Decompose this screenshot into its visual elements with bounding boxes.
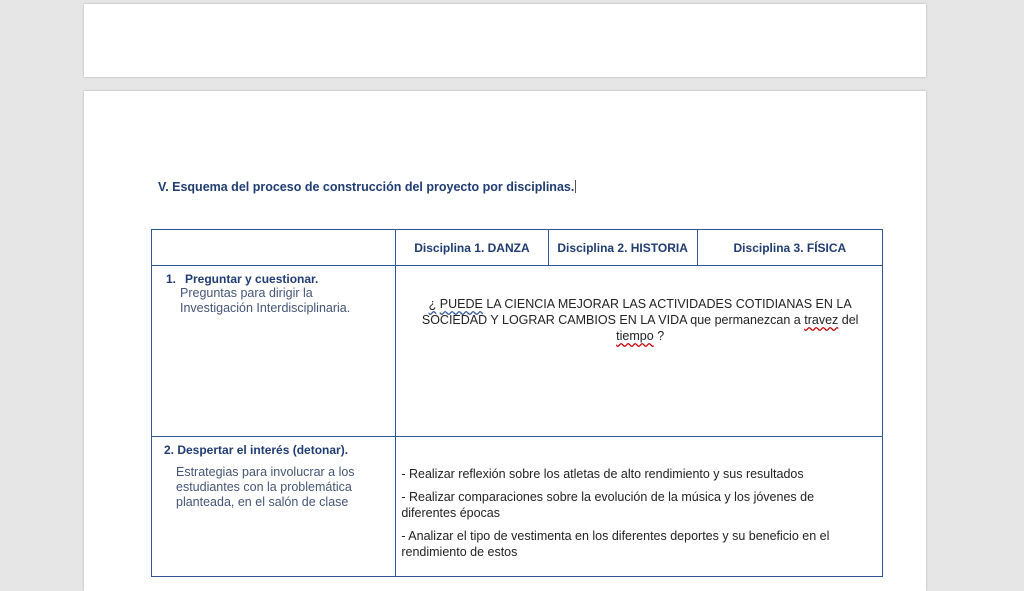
header-discipline-danza: Disciplina 1. DANZA xyxy=(396,230,548,266)
discipline-table xyxy=(151,229,883,577)
table-row xyxy=(152,437,883,577)
step-cell xyxy=(152,266,396,437)
table-header-row xyxy=(152,230,883,266)
header-cell-empty xyxy=(152,230,396,266)
header-discipline-fisica: Disciplina 3. FÍSICA xyxy=(697,230,882,266)
section-heading: V. Esquema del proceso de construcción del proyecto por disciplinas. xyxy=(158,180,575,194)
question-cell[interactable] xyxy=(396,266,883,437)
step-description: Preguntas para dirigir la Investigación Interdisciplinaria. xyxy=(180,286,351,315)
step-cell xyxy=(152,437,396,577)
table-row xyxy=(152,266,883,437)
strategies-list xyxy=(396,466,882,560)
guiding-question: ¿ PUEDE LA CIENCIA MEJORAR LAS ACTIVIDADES COTIDIANAS EN LA SOCIEDAD Y LOGRAR CAMBIOS EN LA VIDA que permanezcan a travez del tiempo ? xyxy=(421,297,859,343)
step-description: Estrategias para involucrar a los estudiantes con la problemática planteada, en el salón de clase xyxy=(176,465,355,509)
header-discipline-historia: Disciplina 2. HISTORIA xyxy=(548,230,697,266)
strategies-cell[interactable] xyxy=(396,437,883,577)
list-item: - Realizar reflexión sobre los atletas de alto rendimiento y sus resultados xyxy=(401,467,804,481)
text-cursor xyxy=(575,180,576,193)
previous-page xyxy=(84,4,926,77)
step-title: 1. Preguntar y cuestionar. xyxy=(166,272,319,286)
list-item: - Realizar comparaciones sobre la evolución de la música y los jóvenes de diferentes épocas xyxy=(401,490,815,520)
document-page xyxy=(84,91,926,591)
list-item: - Analizar el tipo de vestimenta en los diferentes deportes y su beneficio en el rendimiento de estos xyxy=(401,529,830,559)
step-title: 2. Despertar el interés (detonar). xyxy=(164,443,349,457)
